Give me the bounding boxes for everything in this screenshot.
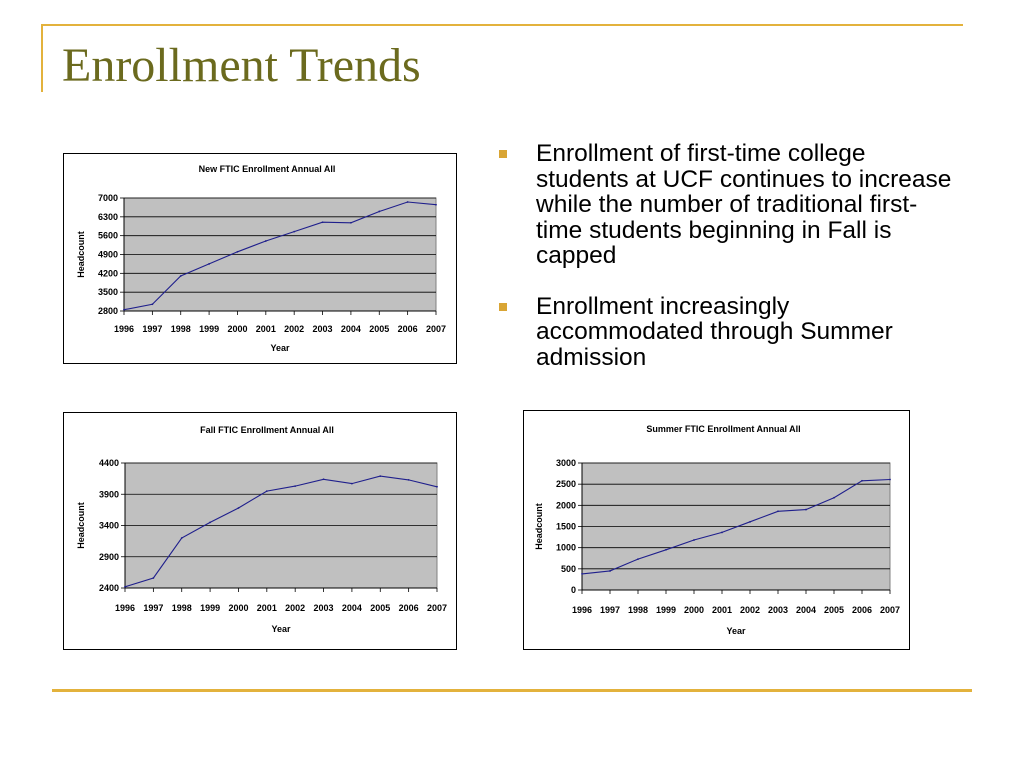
x-tick-label: 2002 — [285, 603, 306, 613]
data-point — [435, 204, 437, 206]
data-point — [322, 221, 324, 223]
data-point — [323, 478, 325, 480]
x-tick-label: 2000 — [227, 324, 248, 334]
x-tick-label: 2005 — [369, 324, 390, 334]
x-tick-label: 1997 — [599, 605, 621, 615]
data-point — [889, 479, 891, 481]
data-point — [350, 222, 352, 224]
frame-left-rule — [41, 24, 43, 92]
y-axis-label: Headcount — [534, 503, 544, 550]
x-tick-label: 1999 — [199, 324, 220, 334]
x-tick-label: 2005 — [823, 605, 845, 615]
x-tick-label: 2000 — [683, 605, 705, 615]
data-point — [181, 537, 183, 539]
data-point — [238, 507, 240, 509]
x-tick-label: 2006 — [397, 324, 418, 334]
slide-title: Enrollment Trends — [62, 39, 421, 92]
y-axis-label: Headcount — [76, 502, 86, 549]
y-tick-label: 3900 — [98, 489, 119, 500]
chart-new-ftic — [63, 153, 457, 364]
data-point — [351, 483, 353, 485]
x-tick-label: 2004 — [340, 324, 361, 334]
x-tick-label: 1999 — [655, 605, 677, 615]
data-point — [609, 570, 611, 572]
x-axis-label: Year — [271, 624, 291, 634]
y-tick-label: 1000 — [555, 542, 576, 553]
x-tick-label: 2002 — [739, 605, 761, 615]
x-tick-label: 1997 — [142, 324, 163, 334]
x-axis-label: Year — [270, 343, 290, 353]
chart-title: New FTIC Enrollment Annual All — [198, 164, 336, 174]
y-tick-label: 1500 — [555, 521, 576, 532]
data-point — [180, 275, 182, 277]
data-point — [581, 573, 583, 575]
y-tick-label: 4900 — [97, 249, 118, 260]
data-point — [151, 303, 153, 305]
data-point — [123, 309, 125, 311]
data-point — [208, 263, 210, 265]
y-tick-label: 2000 — [555, 500, 576, 511]
square-bullet-icon — [499, 303, 507, 311]
x-tick-label: 1996 — [114, 603, 136, 613]
data-point — [721, 532, 723, 534]
x-tick-label: 1998 — [170, 324, 191, 334]
x-axis-label: Year — [726, 626, 746, 636]
y-tick-label: 5600 — [97, 230, 118, 241]
bullet-text: Enrollment increasingly accommodated through Summer admission — [536, 292, 893, 371]
chart-title: Summer FTIC Enrollment Annual All — [646, 424, 801, 434]
y-tick-label: 2400 — [98, 583, 119, 593]
x-tick-label: 1999 — [200, 603, 221, 613]
y-axis-label: Headcount — [76, 231, 86, 278]
x-tick-label: 2003 — [767, 605, 789, 615]
x-tick-label: 2001 — [256, 603, 277, 613]
x-tick-label: 1998 — [627, 605, 649, 615]
x-tick-label: 2001 — [255, 324, 276, 334]
frame-top-rule — [41, 24, 963, 26]
y-tick-label: 2800 — [97, 306, 118, 316]
data-point — [637, 558, 639, 560]
y-tick-label: 0 — [570, 585, 576, 595]
data-point — [294, 485, 296, 487]
data-point — [436, 486, 438, 488]
x-tick-label: 2007 — [426, 603, 448, 613]
data-point — [378, 211, 380, 213]
chart-summer-ftic — [523, 410, 910, 650]
data-point — [749, 521, 751, 523]
data-point — [407, 201, 409, 203]
x-tick-label: 1997 — [143, 603, 164, 613]
x-tick-label: 2002 — [284, 324, 305, 334]
y-tick-label: 500 — [560, 563, 576, 574]
y-tick-label: 4200 — [97, 268, 118, 279]
data-point — [408, 479, 410, 481]
x-tick-label: 2005 — [370, 603, 391, 613]
bullet-text: Enrollment of first-time college students at UCF continues to increase while the number of traditional first-time students beginning in Fall is capped — [536, 140, 952, 269]
chart-title: Fall FTIC Enrollment Annual All — [200, 425, 334, 435]
x-tick-label: 2000 — [228, 603, 249, 613]
square-bullet-icon — [499, 150, 507, 158]
y-tick-label: 3400 — [98, 520, 119, 531]
x-tick-label: 1996 — [571, 605, 593, 615]
x-tick-label: 2006 — [851, 605, 873, 615]
x-tick-label: 2003 — [312, 324, 333, 334]
y-tick-label: 2500 — [555, 479, 576, 490]
x-tick-label: 2001 — [711, 605, 733, 615]
x-tick-label: 1996 — [113, 324, 135, 334]
bullet-list — [495, 141, 955, 395]
data-point — [861, 480, 863, 482]
x-tick-label: 2003 — [313, 603, 334, 613]
y-tick-label: 7000 — [97, 193, 118, 203]
chart-svg — [64, 154, 458, 365]
y-tick-label: 3000 — [555, 458, 576, 468]
x-tick-label: 1998 — [171, 603, 192, 613]
y-tick-label: 6300 — [97, 211, 118, 222]
bullet-item — [495, 294, 955, 371]
data-point — [124, 586, 126, 588]
data-point — [693, 539, 695, 541]
data-point — [665, 549, 667, 551]
data-point — [266, 490, 268, 492]
chart-fall-ftic — [63, 412, 457, 650]
data-point — [805, 509, 807, 511]
y-tick-label: 3500 — [97, 287, 118, 298]
y-tick-label: 2900 — [98, 551, 119, 562]
data-point — [777, 510, 779, 512]
x-tick-label: 2006 — [398, 603, 419, 613]
data-point — [293, 231, 295, 233]
data-point — [833, 497, 835, 499]
data-point — [265, 240, 267, 242]
data-point — [379, 475, 381, 477]
bullet-item — [495, 141, 955, 269]
x-tick-label: 2004 — [341, 603, 362, 613]
chart-svg — [524, 411, 911, 651]
data-point — [237, 251, 239, 253]
x-tick-label: 2007 — [425, 324, 447, 334]
frame-bottom-rule — [52, 689, 972, 692]
data-point — [209, 521, 211, 523]
data-point — [152, 577, 154, 579]
x-tick-label: 2007 — [879, 605, 901, 615]
x-tick-label: 2004 — [795, 605, 817, 615]
y-tick-label: 4400 — [98, 458, 119, 468]
chart-svg — [64, 413, 458, 651]
